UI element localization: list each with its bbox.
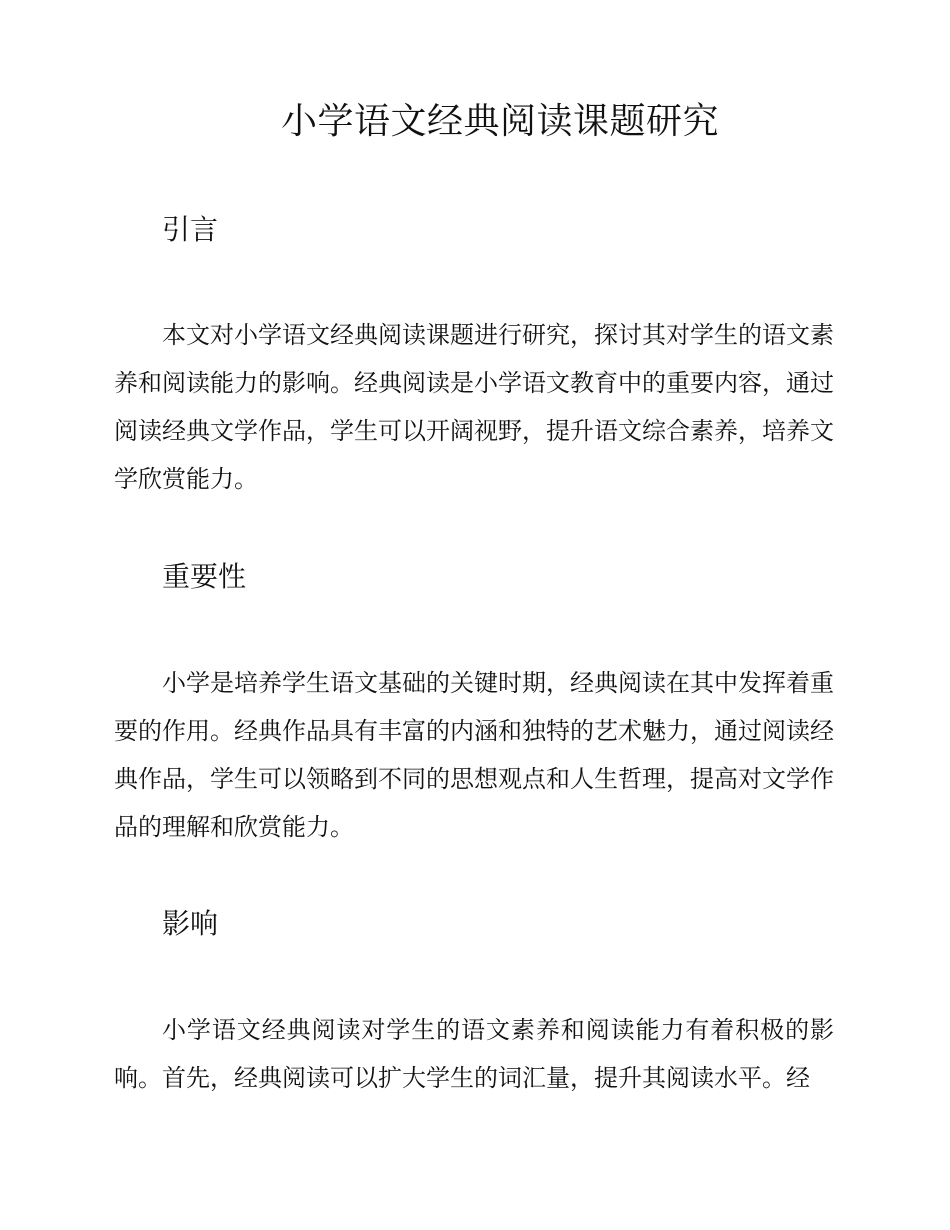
paragraph-impact: 小学语文经典阅读对学生的语文素养和阅读能力有着积极的影响。首先，经典阅读可以扩大学生的词汇量，提升其阅读水平。经 bbox=[114, 1016, 834, 1092]
paragraph-importance: 小学是培养学生语文基础的关键时期，经典阅读在其中发挥着重要的作用。经典作品具有丰富的内涵和独特的艺术魅力，通过阅读经典作品，学生可以领略到不同的思想观点和人生哲理，提高对文学作品的理解和欣赏能力。 bbox=[114, 669, 834, 841]
section-heading-impact: 影响 bbox=[162, 907, 219, 940]
paragraph-intro: 本文对小学语文经典阅读课题进行研究，探讨其对学生的语文素养和阅读能力的影响。经典阅读是小学语文教育中的重要内容，通过阅读经典文学作品，学生可以开阔视野，提升语文综合素养，培养文学欣赏能力。 bbox=[114, 321, 834, 493]
section-heading-importance: 重要性 bbox=[162, 560, 247, 593]
document-title: 小学语文经典阅读课题研究 bbox=[280, 101, 719, 142]
section-heading-intro: 引言 bbox=[162, 213, 219, 246]
